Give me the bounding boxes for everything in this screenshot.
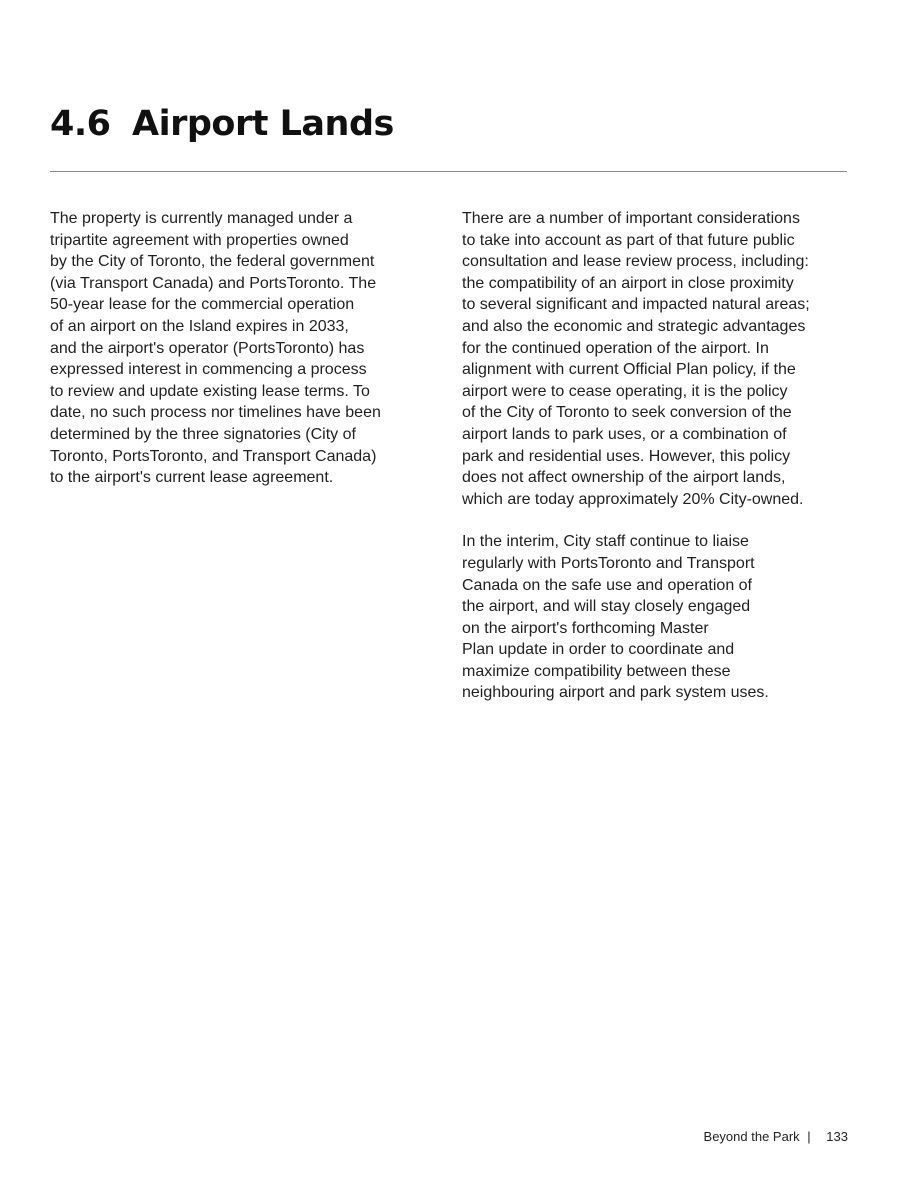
text-line: of the City of Toronto to seek conversion of the xyxy=(462,404,792,422)
text-line: the airport, and will stay closely engaged xyxy=(462,598,751,616)
text-line: airport lands to park uses, or a combination of xyxy=(462,425,787,443)
text-line: to the airport's current lease agreement. xyxy=(50,469,334,487)
right-column xyxy=(462,208,852,704)
section-heading xyxy=(50,104,394,144)
text-line: on the airport's forthcoming Master xyxy=(462,619,709,637)
text-line: Canada on the safe use and operation of xyxy=(462,576,752,594)
text-line: Toronto, PortsToronto, and Transport Canada) xyxy=(50,447,377,465)
right-paragraph-1 xyxy=(462,208,852,510)
text-line: expressed interest in commencing a process xyxy=(50,361,367,379)
text-line: and the airport's operator (PortsToronto) has xyxy=(50,339,365,357)
text-line: neighbouring airport and park system uses. xyxy=(462,684,769,702)
section-number: 4.6 xyxy=(50,104,111,144)
text-line: consultation and lease review process, including: xyxy=(462,253,809,271)
text-line: by the City of Toronto, the federal government xyxy=(50,253,375,271)
footer-separator: | xyxy=(807,1129,811,1144)
text-line: airport were to cease operating, it is the policy xyxy=(462,382,788,400)
text-line: for the continued operation of the airport. In xyxy=(462,339,769,357)
text-line: determined by the three signatories (City of xyxy=(50,425,356,443)
left-paragraph-1 xyxy=(50,208,422,489)
text-line: Plan update in order to coordinate and xyxy=(462,641,735,659)
text-line: There are a number of important considerations xyxy=(462,210,800,227)
text-line: does not affect ownership of the airport lands, xyxy=(462,469,786,487)
text-line: tripartite agreement with properties owned xyxy=(50,231,349,249)
right-paragraph-2 xyxy=(462,531,852,704)
heading-divider xyxy=(50,171,847,172)
text-line: and also the economic and strategic advantages xyxy=(462,317,806,335)
text-line: of an airport on the Island expires in 2033, xyxy=(50,317,349,335)
text-line: the compatibility of an airport in close proximity xyxy=(462,274,794,292)
page-number: 133 xyxy=(826,1129,848,1144)
left-column xyxy=(50,208,422,489)
text-line: regularly with PortsToronto and Transport xyxy=(462,554,755,572)
section-title: Airport Lands xyxy=(132,104,394,144)
text-line: (via Transport Canada) and PortsToronto. The xyxy=(50,274,377,292)
text-line: to review and update existing lease terms. To xyxy=(50,382,370,400)
text-line: date, no such process nor timelines have been xyxy=(50,404,381,422)
text-line: maximize compatibility between these xyxy=(462,662,731,680)
publication-name: Beyond the Park xyxy=(703,1129,800,1144)
text-line: The property is currently managed under a xyxy=(50,210,353,227)
text-line: to take into account as part of that future public xyxy=(462,231,795,249)
text-line: alignment with current Official Plan policy, if the xyxy=(462,361,796,379)
page-footer xyxy=(704,1129,848,1144)
text-line: to several significant and impacted natural areas; xyxy=(462,296,810,314)
text-line: In the interim, City staff continue to liaise xyxy=(462,533,749,551)
text-line: which are today approximately 20% City-owned. xyxy=(462,490,804,508)
text-line: 50-year lease for the commercial operation xyxy=(50,296,355,314)
text-line: park and residential uses. However, this policy xyxy=(462,447,791,465)
